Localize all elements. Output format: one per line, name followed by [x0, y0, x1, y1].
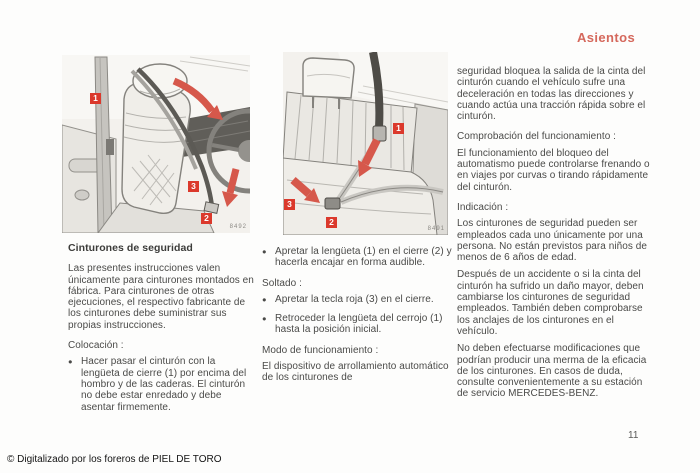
- subheading-modo: Modo de funcionamiento :: [262, 344, 379, 356]
- digitization-credit: © Digitalizado por los foreros de PIEL DE TORO: [7, 454, 222, 465]
- belt-marker-2: 2: [201, 213, 212, 224]
- list-item: [262, 294, 454, 305]
- bullet-icon: ●: [262, 314, 267, 324]
- subheading-comprobacion: Comprobación del funcionamiento :: [457, 131, 616, 143]
- front-seat-illustration: [62, 55, 250, 233]
- list-item-text: Apretar la tecla roja (3) en el cierre.: [275, 293, 434, 305]
- belt-marker-3: 3: [284, 199, 295, 210]
- list-item-text: Apretar la lengüeta (1) en el cierre (2) y hacerla encajar en forma audible.: [275, 246, 452, 269]
- subheading-indicacion: Indicación :: [457, 201, 509, 213]
- paragraph: Los cinturones de seguridad pueden ser empleados cada uno únicamente por una persona. No están previstos para niños de menos de 6 años de edad.: [457, 218, 647, 264]
- paragraph: El dispositivo de arrollamiento automático de los cinturones de: [262, 361, 449, 384]
- rear-seat-illustration: [283, 52, 448, 235]
- belt-marker-2: 2: [326, 217, 337, 228]
- list-item-text: Hacer pasar el cinturón con la lengüeta de cierre (1) por encima del hombro y de las caderas. El cinturón no debe estar enredado y debe asentar firmemente.: [81, 356, 247, 413]
- figure-code: 8491: [427, 226, 445, 232]
- bullet-icon: ●: [262, 294, 267, 304]
- paragraph: Las presentes instrucciones valen únicamente para cinturones montados en fábrica. Para cinturones de otras ejecuciones, el respectivo fabricante de los cinturones debe suministrar sus propias instrucciones.: [68, 263, 254, 331]
- list-item: [68, 356, 255, 412]
- paragraph: seguridad bloquea la salida de la cinta del cinturón cuando el vehículo sufre una deceleración en todas las direcciones y cuando actúa una tracción rápida sobre el cinturón.: [457, 66, 646, 123]
- subheading-colocacion: Colocación :: [68, 340, 124, 352]
- figure-front-seatbelt: [62, 55, 250, 233]
- figure-rear-seatbelt: [283, 52, 448, 235]
- paragraph: El funcionamiento del bloqueo del automatismo puede controlarse frenando o en viajes por curvas o tirando rápidamente del cinturón.: [457, 147, 650, 193]
- figure-code: 8492: [229, 224, 247, 230]
- subheading-soltado: Soltado :: [262, 277, 302, 289]
- list-item-text: Retroceder la lengüeta del cerrojo (1) hasta la posición inicial.: [275, 313, 443, 336]
- section-heading: Cinturones de seguridad: [68, 242, 193, 254]
- right-column: [457, 66, 654, 406]
- page-number: 11: [628, 430, 639, 441]
- belt-marker-3: 3: [188, 181, 199, 192]
- belt-marker-1: 1: [90, 93, 101, 104]
- paragraph: Después de un accidente o si la cinta del cinturón ha sufrido un daño mayor, deben cambiarse los cinturones de seguridad empleados. También deben comprobarse los anclajes de los cinturones en el vehículo.: [457, 269, 644, 337]
- middle-column: [262, 246, 454, 390]
- bullet-icon: ●: [262, 247, 267, 256]
- paragraph: No deben efectuarse modificaciones que podrían producir una merma de la eficacia de los cinturones. En casos de duda, consulte convenientemente a su estación de servicio MERCEDES-BENZ.: [457, 343, 647, 400]
- left-column: [68, 243, 255, 421]
- page-title: Asientos: [577, 30, 636, 45]
- list-item: [262, 313, 454, 336]
- list-item: [262, 246, 454, 269]
- bullet-icon: ●: [68, 357, 73, 367]
- belt-marker-1: 1: [393, 123, 404, 134]
